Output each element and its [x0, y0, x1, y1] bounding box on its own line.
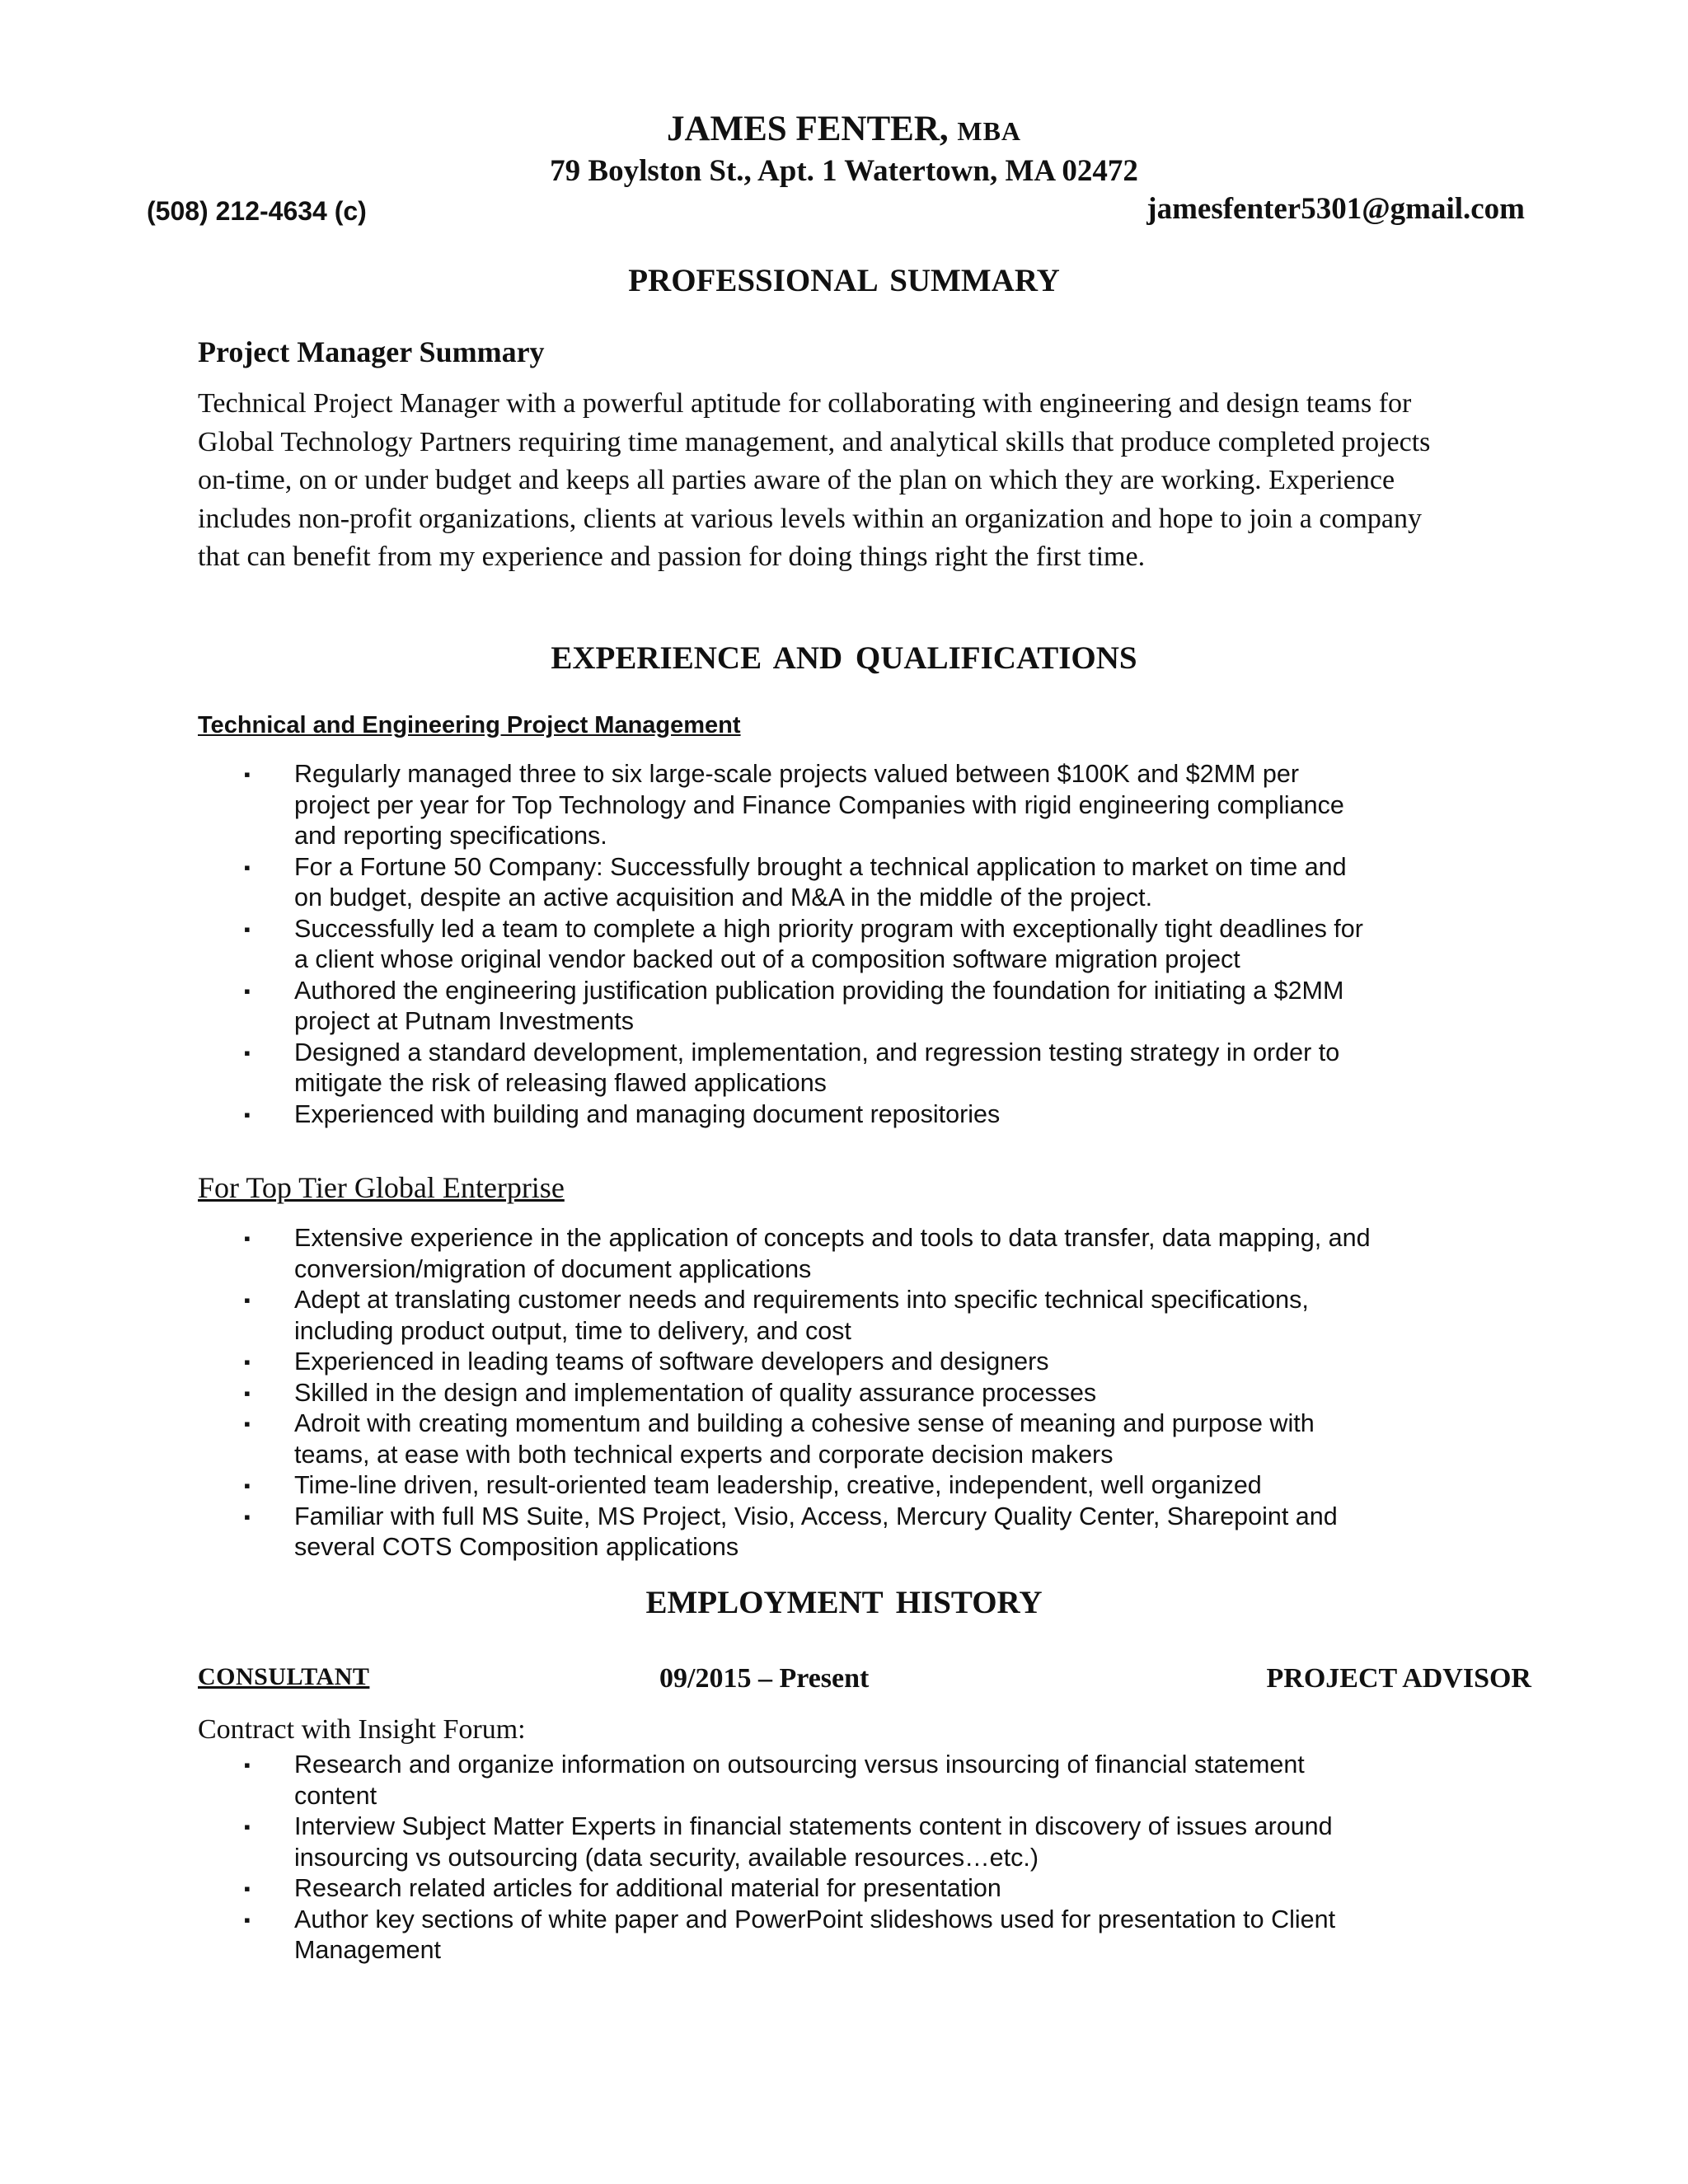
- list-item: ▪ Skilled in the design and implementation of quality assurance processes: [0, 1378, 1484, 1409]
- candidate-name: JAMES FENTER,: [666, 110, 949, 148]
- bullet-marker: ▪: [244, 1042, 251, 1063]
- list-item: ▪ Adept at translating customer needs and requirements into specific technical specifications, including product output, time to delivery, and cost: [244, 1286, 1309, 1345]
- technical-subtitle: Technical and Engineering Project Management: [198, 712, 741, 738]
- bullet-marker: ▪: [244, 1228, 251, 1249]
- candidate-phone: (508) 212-4634 (c): [147, 196, 367, 226]
- summary-line: that can benefit from my experience and passion for doing things right the first time.: [198, 541, 1146, 572]
- summary-line: Global Technology Partners requiring time management, and analytical skills that produce completed projects: [198, 426, 1431, 457]
- summary-line: includes non-profit organizations, clients at various levels within an organization and hope to join a company: [198, 503, 1422, 534]
- summary-line: on-time, on or under budget and keeps all parties aware of the plan on which they are working. Experience: [198, 465, 1395, 495]
- bullet-marker: ▪: [244, 1382, 251, 1404]
- bullet-marker: ▪: [244, 1816, 251, 1837]
- bullet-marker: ▪: [244, 1506, 251, 1527]
- bullet-marker: ▪: [244, 1413, 251, 1434]
- employment-contract: Contract with Insight Forum:: [198, 1714, 526, 1745]
- section-title-employment: EMPLOYMENT HISTORY: [645, 1585, 1043, 1620]
- candidate-address: 79 Boylston St., Apt. 1 Watertown, MA 02472: [550, 154, 1138, 188]
- bullet-marker: ▪: [244, 1909, 251, 1930]
- employment-role-right: PROJECT ADVISOR: [1266, 1663, 1531, 1694]
- list-item: ▪ Familiar with full MS Suite, MS Project, Visio, Access, Mercury Quality Center, Sharepoint and several COTS Composition applications: [244, 1502, 1338, 1561]
- global-bullet-list: [0, 1223, 1484, 1563]
- employment-dates: 09/2015 – Present: [659, 1663, 870, 1694]
- bullet-marker: ▪: [244, 1755, 251, 1775]
- bullet-marker: ▪: [244, 1104, 251, 1125]
- section-title-summary: PROFESSIONAL SUMMARY: [628, 263, 1060, 298]
- bullet-marker: ▪: [244, 1290, 251, 1310]
- list-item: ▪ Designed a standard development, implementation, and regression testing strategy in order to mitigate the risk of releasing flawed applications: [244, 1038, 1340, 1097]
- candidate-email: jamesfenter5301@gmail.com: [1146, 192, 1525, 226]
- bullet-marker: ▪: [244, 1878, 251, 1899]
- employment-role-left: CONSULTANT: [198, 1663, 370, 1690]
- bullet-marker: ▪: [244, 980, 251, 1001]
- list-item: ▪ Author key sections of white paper and PowerPoint slideshows used for presentation to Client Management: [244, 1905, 1336, 1964]
- bullet-marker: ▪: [244, 918, 251, 940]
- list-item: ▪ Regularly managed three to six large-scale projects valued between $100K and $2MM per project per year for Top Technology and Finance Companies with rigid engineering compliance and reporting specifications.: [244, 760, 1344, 850]
- list-item: ▪ Extensive experience in the application of concepts and tools to data transfer, data mapping, and conversion/migration of document applications: [244, 1224, 1371, 1283]
- bullet-marker: ▪: [244, 856, 251, 878]
- bullet-marker: ▪: [244, 764, 251, 785]
- summary-paragraph: [198, 385, 1533, 577]
- list-item: ▪ Experienced with building and managing document repositories: [0, 1099, 1484, 1131]
- list-item: ▪ Experienced in leading teams of software developers and designers: [0, 1347, 1484, 1378]
- summary-line: Technical Project Manager with a powerful aptitude for collaborating with engineering and design teams for: [198, 388, 1412, 419]
- list-item: ▪ Adroit with creating momentum and building a cohesive sense of meaning and purpose with teams, at ease with both technical experts and corporate decision makers: [244, 1409, 1315, 1469]
- list-item: ▪ Research related articles for additional material for presentation: [0, 1873, 1484, 1905]
- candidate-name-line: [0, 109, 1688, 149]
- candidate-credential: MBA: [957, 116, 1022, 146]
- list-item: ▪ Successfully led a team to complete a high priority program with exceptionally tight deadlines for a client whose original vendor backed out of a composition software migration project: [244, 914, 1363, 973]
- employment-bullet-list: [0, 1750, 1484, 1966]
- list-item: ▪ Interview Subject Matter Experts in financial statements content in discovery of issues around insourcing vs outsourcing (data security, available resources…etc.): [244, 1812, 1333, 1872]
- bullet-marker: ▪: [244, 1475, 251, 1496]
- bullet-marker: ▪: [244, 1352, 251, 1372]
- list-item: ▪ Authored the engineering justification publication providing the foundation for initiating a $2MM project at Putnam Investments: [244, 976, 1344, 1035]
- summary-subtitle: Project Manager Summary: [198, 335, 545, 368]
- section-title-experience: EXPERIENCE AND QUALIFICATIONS: [551, 640, 1137, 676]
- list-item: ▪ For a Fortune 50 Company: Successfully brought a technical application to market on time and on budget, despite an active acquisition and M&A in the middle of the project.: [244, 852, 1347, 912]
- technical-bullet-list: [0, 759, 1484, 1130]
- global-subtitle: For Top Tier Global Enterprise: [198, 1171, 565, 1204]
- list-item: ▪ Research and organize information on outsourcing versus insourcing of financial statement content: [244, 1750, 1305, 1810]
- list-item: ▪ Time-line driven, result-oriented team leadership, creative, independent, well organized: [0, 1470, 1484, 1502]
